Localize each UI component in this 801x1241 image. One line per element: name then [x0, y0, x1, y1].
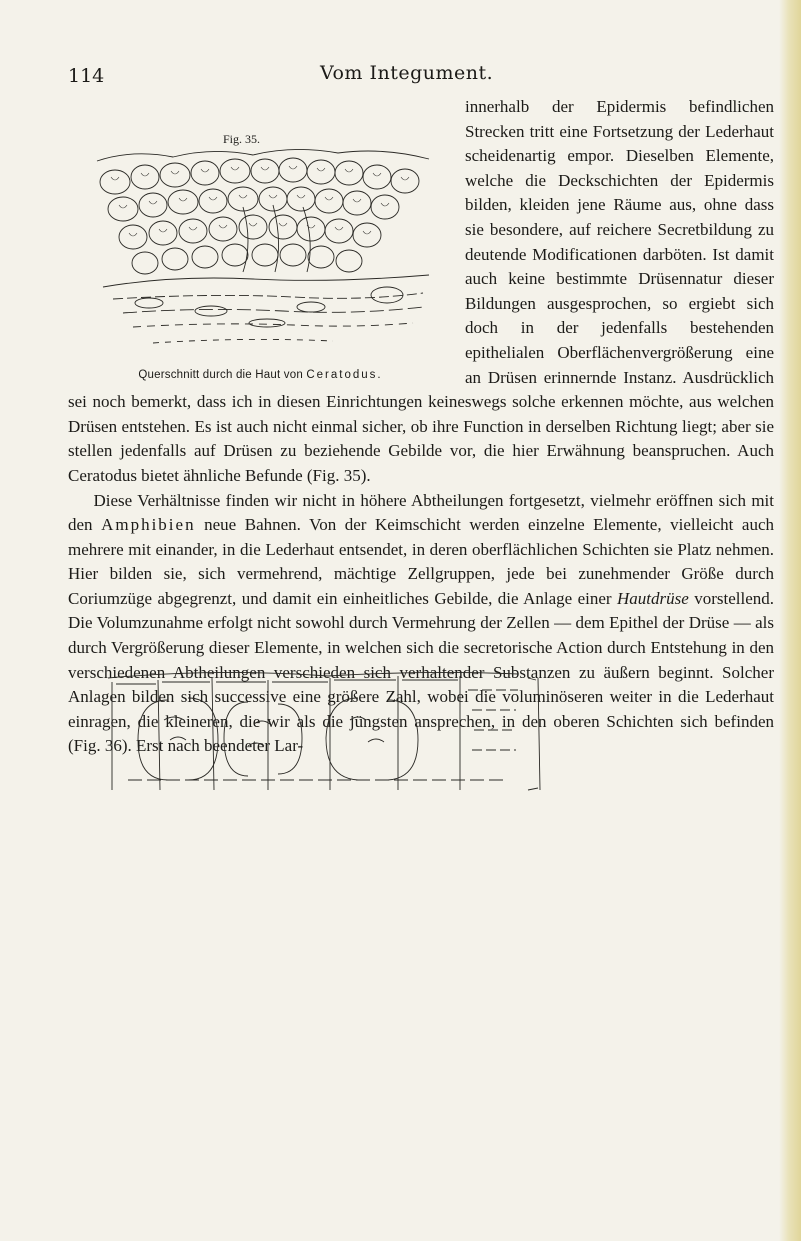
page-header [0, 62, 801, 92]
paragraph-2-part-2: neue Bahnen. Von der Keimschicht werden einzelne Elemente, vielleicht auch mehrere mit einander, in die Lederhaut entsendet, in deren oberflächlichen Schichten sie Platz nehmen. Hier bilden sie, sich vermehrend, mächtige Zellgruppen, jede bei zunehmender Größe durch Coriumzüge abgegrenzt, und damit ein einheitliches Gebilde, die Anlage einer [68, 515, 774, 608]
page-edge [779, 0, 801, 1241]
page-number: 114 [68, 65, 105, 87]
figure-35-caption-genus: Ceratodus. [306, 369, 383, 381]
figure-35 [68, 95, 453, 381]
amphibien-term: Amphibien [101, 515, 196, 535]
paragraph-2-part-3: vorstellend. Die Volumzunahme erfolgt nicht sowohl durch Vermehrung der Zellen — dem Epithel der Drüse — als durch Vergrößerung dieser Elemente, in welchen sich die secretorische Action durch Entstehung in den verschiedenen Abtheilungen verschieden sich verhaltender Substanzen zu äußern beginnt. Solcher Anlagen bilden sich successive eine größere Zahl, wobei die voluminöseren weiter in die Lederhaut einragen, die kleineren, die wir als die jüngsten ansprechen, in den oberen Schichten sich befinden (Fig. 36). Erst nach beendeter Lar- [68, 588, 774, 756]
figure-36-illustration [68, 670, 564, 795]
hautdruese-term: Hautdrüse [617, 588, 689, 608]
figure-35-label: Fig. 35. [223, 132, 261, 146]
running-head: Vom Integument. [320, 62, 494, 84]
figure-35-caption-text: Querschnitt durch die Haut von [138, 369, 307, 381]
paragraph-1: innerhalb der Epidermis befindlichen Strecken tritt eine Fortsetzung der Lederhaut scheidenartig empor. Dieselben Elemente, welche die Deckschichten der Epidermis bilden, kleiden jene Räume aus, ohne dass sie besondere, auf reichere Secretbildung zu deutende Modificationen darböten. Ist damit auch keine bestimmte Drüsennatur dieser Bildungen ausgesprochen, so ergiebt sich doch in der jedenfalls bestehenden epithelialen Oberflächenvergrößerung eine an Drüsen erinnernde Instanz. Ausdrücklich sei noch bemerkt, dass ich in diesen Einrichtungen keineswegs solche erkennen möchte, aus welchen Drüsen entstehen. Es ist auch nicht einmal sicher, ob ihre Function in derselben Richtung liegt; aber sie stellen jedenfalls auf Drüsen zu beziehende Gebilde vor, die hier Erwähnung beanspruchen. Auch Ceratodus bietet ähnliche Befunde (Fig. 35). [68, 97, 774, 485]
figure-35-illustration [93, 147, 433, 352]
paragraph-2-part-1: Diese Verhältnisse finden wir nicht in höhere Abtheilungen fortgesetzt, vielmehr eröffnen sich mit den [68, 490, 774, 535]
figure-35-caption [68, 363, 453, 388]
